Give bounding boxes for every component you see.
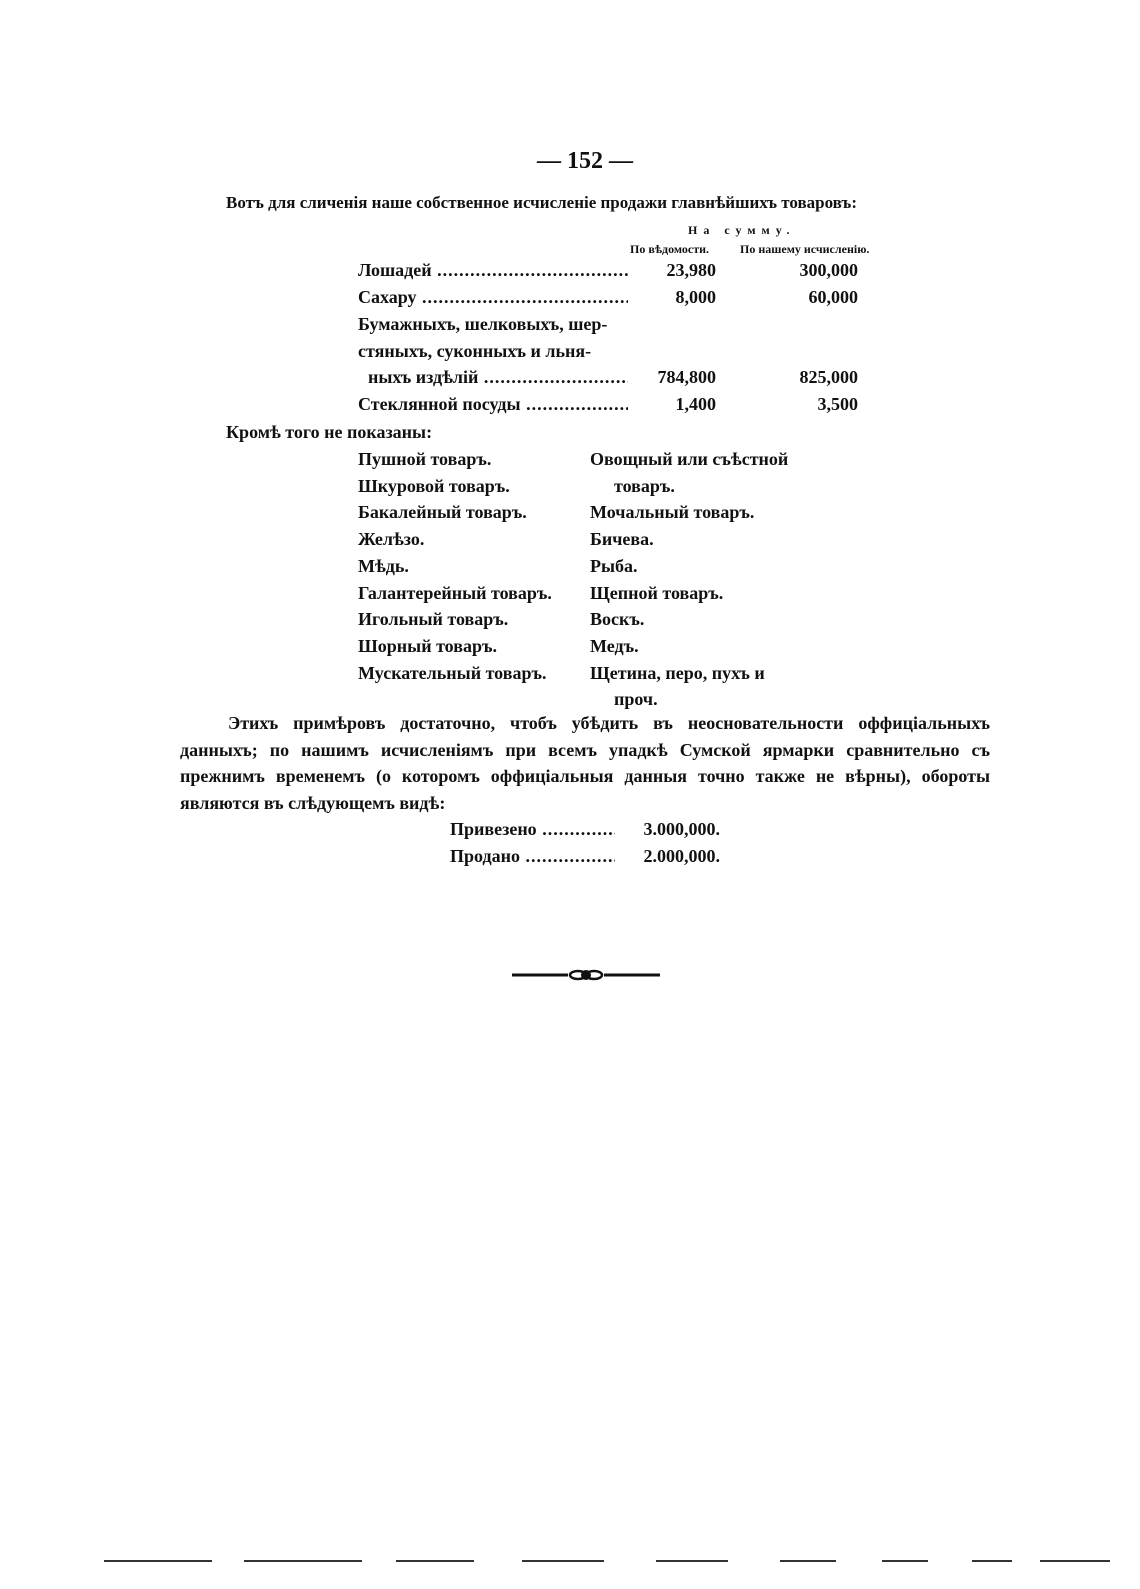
scan-rule [104, 1560, 212, 1562]
table-row [358, 287, 858, 313]
list-item: Мускательный товаръ. [358, 662, 547, 683]
table-header-official: По вѣдомости. [630, 242, 710, 256]
row-official-value: 1,400 [675, 394, 716, 414]
scan-rule [656, 1560, 728, 1562]
list-item-continuation: проч. [614, 689, 658, 710]
row-official-value: 8,000 [675, 287, 716, 307]
scan-rule [522, 1560, 604, 1562]
list-item: Игольный товаръ. [358, 609, 509, 630]
summary-label: Продано ..... [450, 846, 615, 867]
table-header-ours: По нашему исчисленію. [740, 242, 870, 256]
list-item: Мочальный товаръ. [590, 502, 755, 523]
list-item: Щетина, перо, пухъ и [590, 662, 765, 683]
list-item: Бичева. [590, 529, 654, 550]
summary-label: Привезено ..... [450, 819, 615, 840]
row-official-value: 784,800 [657, 367, 716, 387]
row-label: ныхъ издѣлій ..... [358, 367, 628, 388]
list-item: Овощный или съѣстной [590, 449, 789, 469]
list-item: Желѣзо. [358, 529, 425, 550]
list-item: Галантерейный товаръ. [358, 582, 552, 603]
body-paragraph: Этихъ примѣровъ достаточно, чтобъ убѣдить въ неосновательности оффиціальныхъ данныхъ; по нашимъ исчисленіямъ при всемъ упадкѣ Сумской ярмарки сравнительно съ прежнимъ временемъ (о которомъ оффиціальныя данныя точно также не вѣрны), обороты являются въ слѣдующемъ видѣ: [180, 713, 990, 813]
scan-rule [1040, 1560, 1110, 1562]
intro-line: Вотъ для сличенія наше собственное исчисленіе продажи главнѣйшихъ товаровъ: [226, 193, 858, 212]
scan-rule [972, 1560, 1012, 1562]
scan-rule [396, 1560, 474, 1562]
list-item: Пушной товаръ. [358, 449, 492, 469]
row-label: Сахару ..... [358, 287, 628, 308]
row-our-value: 60,000 [808, 287, 858, 307]
scan-rule [780, 1560, 836, 1562]
not-shown-left-list [358, 446, 552, 686]
list-item: Щепной товаръ. [590, 582, 724, 603]
list-item: Воскъ. [590, 609, 645, 630]
table-row [358, 394, 858, 420]
scan-rule [244, 1560, 362, 1562]
summary-value: 3.000,000. [643, 819, 720, 839]
table-row [358, 367, 858, 393]
row-our-value: 300,000 [799, 260, 858, 280]
table-header-group: На сумму. [688, 223, 796, 237]
table-row [358, 260, 858, 286]
not-shown-right-list [590, 446, 788, 713]
list-item: Медъ. [590, 635, 639, 656]
list-item: Бакалейный товаръ. [358, 502, 527, 523]
row-our-value: 3,500 [817, 394, 858, 414]
row-label: Стеклянной посуды ..... [358, 394, 628, 415]
scan-rule [882, 1560, 928, 1562]
row-official-value: 23,980 [666, 260, 716, 280]
list-item: Мѣдь. [358, 555, 409, 576]
not-shown-title: Кромѣ того не показаны: [226, 422, 433, 442]
list-item: Рыба. [590, 555, 638, 576]
row-label-line: стяныхъ, суконныхъ и льня- [358, 341, 592, 361]
list-item-continuation: товаръ. [614, 475, 675, 496]
list-item: Шкуровой товаръ. [358, 475, 510, 496]
ornament-divider-icon [512, 966, 660, 984]
row-our-value: 825,000 [799, 367, 858, 387]
list-item: Шорный товаръ. [358, 635, 497, 656]
page-number: — 152 — [537, 148, 633, 174]
row-label-line: Бумажныхъ, шелковыхъ, шер- [358, 314, 608, 334]
summary-value: 2.000,000. [643, 846, 720, 866]
row-label: Лошадей ..... [358, 260, 628, 281]
